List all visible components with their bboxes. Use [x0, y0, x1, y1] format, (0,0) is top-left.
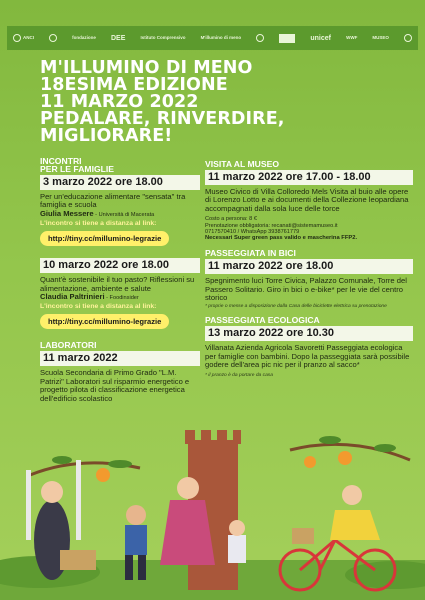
event-cost: Costo a persona: 8 €	[205, 216, 257, 223]
istituto-logo-icon: Istituto Comprensivo	[140, 34, 186, 40]
section-heading-incontri	[40, 157, 200, 173]
scuola-logo-icon	[404, 34, 412, 42]
event-note: * proprie o messe a disposizione dalla Casa delle biciclette elettrica su prenotazione	[205, 304, 387, 310]
section-museo	[205, 160, 413, 242]
flag-logo-icon	[279, 34, 295, 43]
event-description: Spegnimento luci Torre Civica, Palazzo Comunale, Torre del Passero Solitario. Giro in bici o e-bike* per le vie del centro storico	[205, 276, 407, 303]
knife-icon	[26, 470, 31, 540]
child-leg	[138, 555, 146, 580]
sponsor-logo-strip	[7, 26, 418, 50]
title-line: M'ILLUMINO DI MENO	[40, 58, 253, 78]
event-description: Quant'è sostenibile il tuo pasto? Riflessioni su alimentazione, ambiente e salute	[40, 275, 195, 293]
fork-icon	[76, 460, 81, 540]
event-note: * il pranzo è da portare da casa	[205, 373, 273, 379]
wwf-logo-icon: WWF	[346, 34, 358, 40]
event-incontro-2	[40, 258, 200, 329]
section-ecologica	[205, 316, 413, 379]
child-leg	[125, 555, 133, 580]
orange-fruit-icon	[338, 451, 352, 465]
leaf-icon	[108, 460, 132, 468]
event-date: 11 marzo 2022 ore 18.00	[205, 259, 413, 274]
event-speaker: Giulia Messere - Università di Macerata	[40, 208, 155, 218]
event-requirement: Necessari Super green pass valido e mascherina FFP2.	[205, 235, 358, 242]
section-heading-laboratori: LABORATORI	[40, 340, 97, 351]
fondazione-logo-icon: fondazione	[72, 34, 96, 40]
unicef-logo-icon: unicef	[310, 34, 331, 42]
child-head	[126, 505, 146, 525]
regional-logo-icon	[49, 34, 57, 42]
cook-head	[41, 481, 63, 503]
title-line: MIGLIORARE!	[40, 126, 173, 146]
heading-line: INCONTRI	[40, 156, 82, 166]
title-line: 11 MARZO 2022	[40, 92, 199, 112]
event-description: Per un'educazione alimentare "sensata" tra famiglia e scuola	[40, 192, 186, 210]
illumino-logo-icon: M'illumino di meno	[200, 34, 242, 40]
tower-battlement	[185, 430, 195, 444]
title-line: PEDALARE, RINVERDIRE,	[40, 109, 285, 129]
event-date: 11 marzo 2022	[40, 351, 200, 366]
event-date: 11 marzo 2022 ore 17.00 - 18.00	[205, 170, 413, 185]
event-description: Museo Civico di Villa Colloredo Mels Visita al buio alle opere di Lorenzo Lotto e ai documenti della Collezione leopardiana accompagnati dalla sola luce delle torce	[205, 187, 409, 213]
bike-logo-icon	[256, 34, 264, 42]
event-link[interactable]: http://tiny.cc/millumino-legrazie	[40, 231, 169, 246]
online-note: L'incontro si tiene a distanza al link:	[40, 303, 157, 311]
section-bici	[205, 249, 413, 310]
event-description: Scuola Secondaria di Primo Grado "L.M. Patrizi" Laboratori sul risparmio energetico e progetto pilota di classificazione energetica dell'edificio scolastico	[40, 368, 190, 403]
municipality-seal-icon: ANCI	[13, 34, 34, 42]
small-kid-figure	[228, 535, 246, 563]
leaf-icon	[374, 444, 396, 452]
section-heading-museo: VISITA AL MUSEO	[205, 159, 280, 169]
online-note: L'incontro si tiene a distanza al link:	[40, 220, 157, 228]
event-phones: 0717570410 / WhatsApp 3938761779	[205, 229, 300, 236]
illustration-scene	[0, 400, 425, 600]
museo-logo-icon: MUSEO	[372, 34, 389, 40]
orange-fruit-icon	[96, 468, 110, 482]
cyclist-head	[342, 485, 362, 505]
event-link[interactable]: http://tiny.cc/millumino-legrazie	[40, 314, 169, 329]
section-laboratori	[40, 341, 200, 403]
event-date: 3 marzo 2022 ore 18.00	[40, 175, 200, 190]
tower-battlement	[233, 430, 241, 444]
dee-logo-icon: DEE	[110, 34, 126, 42]
event-booking: Prenotazione obbligatoria: recanati@sistemamuseo.it	[205, 222, 338, 229]
small-kid-head	[229, 520, 245, 536]
section-heading-ecologica: PASSEGGIATA ECOLOGICA	[205, 315, 320, 326]
poster-title	[40, 60, 400, 145]
title-line: 18ESIMA EDIZIONE	[40, 75, 228, 95]
woman-head	[177, 477, 199, 499]
tower-battlement	[217, 430, 227, 444]
event-speaker: Claudia Paltrinieri - Foodinsider	[40, 292, 139, 302]
heading-line: PER LE FAMIGLIE	[40, 164, 115, 174]
bike-basket-icon	[292, 528, 314, 544]
event-date: 13 marzo 2022 ore 10.30	[205, 326, 413, 341]
right-column	[205, 160, 413, 379]
child-figure	[125, 525, 147, 555]
tower-battlement	[201, 430, 211, 444]
orange-fruit-icon	[304, 456, 316, 468]
section-heading-bici: PASSEGGIATA IN BICI	[205, 248, 296, 259]
left-column	[40, 157, 200, 403]
leaf-icon	[52, 456, 72, 464]
basket-icon	[60, 550, 96, 570]
event-date: 10 marzo 2022 ore 18.00	[40, 258, 200, 273]
event-incontro-1	[40, 175, 200, 246]
leaf-icon	[319, 436, 341, 444]
cyclist-figure	[330, 510, 380, 540]
event-description: Villanata Azienda Agricola Savoretti Passeggiata ecologica per famiglie con bambini. Dopo la passeggiata sarà possibile godere dell'area pic nic per il pranzo al sacco*	[205, 343, 410, 370]
